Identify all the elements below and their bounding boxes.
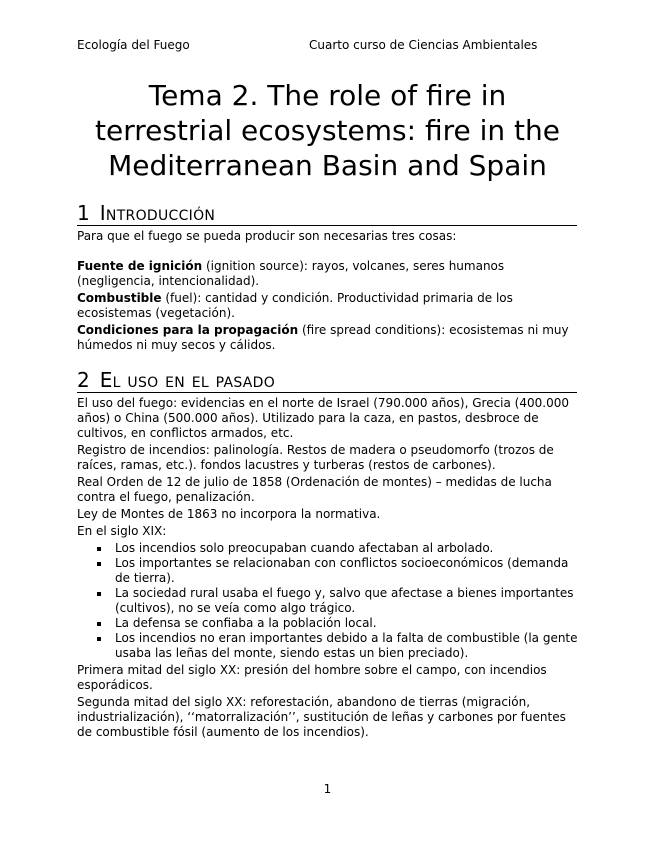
list-item: Los importantes se relacionaban con conflictos socioeconómicos (demanda de tierra). [115,556,582,586]
section-1-item [77,323,582,353]
list-item: La sociedad rural usaba el fuego y, salvo que afectase a bienes importantes (cultivos), no se veía como algo trágico. [115,586,582,616]
section-2-paragraph: El uso del fuego: evidencias en el norte de Israel (790.000 años), Grecia (400.000 años) o China (500.000 años). Utilizado para la caza, en pastos, desbroce de cultivos, en conflictos armados, etc. [77,396,569,440]
section-2-heading [77,368,577,393]
section-1-item [77,259,582,289]
section-2-paragraph: Registro de incendios: palinología. Restos de madera o pseudomorfo (trozos de raíces, ramas, etc.). fondos lacustres y turberas (restos de carbones). [77,443,554,472]
section-2-paragraph: Primera mitad del siglo XX: presión del hombre sobre el campo, con incendios esporádicos. [77,663,547,692]
section-1-item [77,291,582,321]
section-2-paragraph: Real Orden de 12 de julio de 1858 (Ordenación de montes) – medidas de lucha contra el fuego, penalización. [77,475,552,504]
section-2-body [77,396,582,742]
section-1-number: 1 [77,201,90,225]
item-term: Fuente de ignición [77,259,203,273]
section-2-paragraph: Segunda mitad del siglo XX: reforestación, abandono de tierras (migración, industrialización), ‘‘matorralización’’, sustitución de leñas y carbones por fuentes de combustible fósil (aumento de los incendios). [77,695,566,739]
item-text: (ignition source): rayos, volcanes, seres humanos (negligencia, intencionalidad). [77,259,505,288]
title-line-1: Tema 2. The role of fire in [148,79,507,112]
section-1-title: Introducción [99,201,216,225]
list-item: Los incendios no eran importantes debido a la falta de combustible (la gente usaba las leñas del monte, siendo estas un bien preciado). [115,631,582,661]
section-2-paragraph: Ley de Montes de 1863 no incorpora la normativa. [77,507,381,521]
section-1-heading [77,201,577,226]
title-line-2: terrestrial ecosystems: fire in the [95,114,560,147]
section-2-paragraph: En el siglo XIX: [77,524,167,538]
item-term: Combustible [77,291,162,305]
item-term: Condiciones para la propagación [77,323,299,337]
siglo-xix-list [77,541,582,661]
header-course-year: Cuarto curso de Ciencias Ambientales [309,38,538,52]
list-item: Los incendios solo preocupaban cuando afectaban al arbolado. [115,541,582,556]
section-1-body [77,229,582,355]
header-course-name: Ecología del Fuego [77,38,190,52]
section-2-title: El uso en el pasado [99,368,276,392]
section-1-intro: Para que el fuego se pueda producir son necesarias tres cosas: [77,229,457,243]
title-line-3: Mediterranean Basin and Spain [108,149,547,182]
item-text: (fire spread conditions): ecosistemas ni muy húmedos ni muy secos y cálidos. [77,323,569,352]
item-text: (fuel): cantidad y condición. Productividad primaria de los ecosistemas (vegetación). [77,291,513,320]
page-number: 1 [323,782,332,796]
document-title [70,78,585,183]
page-header [77,38,577,54]
list-item: La defensa se confiaba a la población local. [115,616,582,631]
section-2-number: 2 [77,368,90,392]
